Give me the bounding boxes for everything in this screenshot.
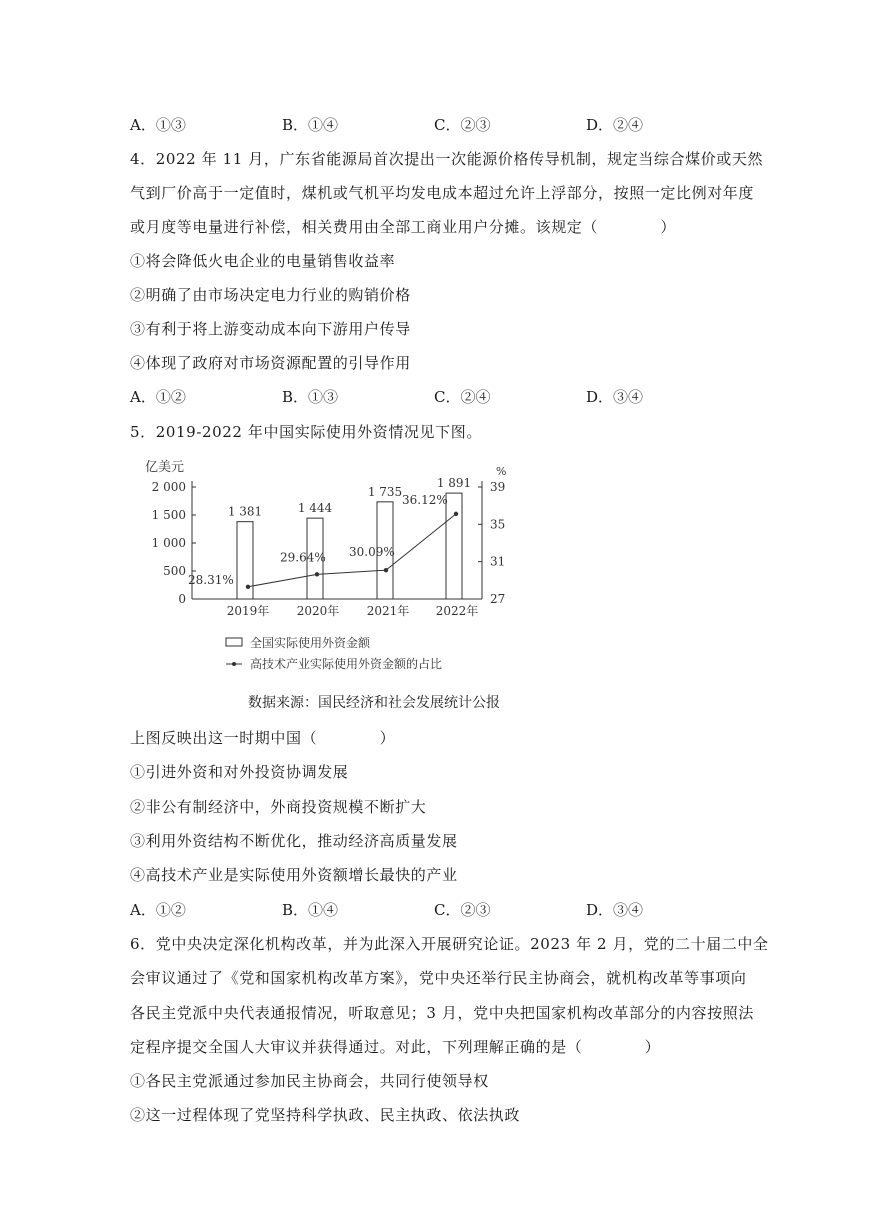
bar-value-label: 1 735 bbox=[367, 484, 403, 499]
q3-option-c: C．②③ bbox=[434, 116, 491, 134]
q4-option-b: B．①③ bbox=[282, 388, 339, 406]
bar-value-label: 1 381 bbox=[227, 504, 263, 519]
x-tick-label: 2020年 bbox=[296, 604, 340, 618]
bar bbox=[237, 522, 253, 599]
bar-value-label: 1 444 bbox=[297, 501, 333, 516]
q5-option-a: A．①② bbox=[130, 901, 186, 919]
q4-item-2: ②明确了由市场决定电力行业的购销价格 bbox=[130, 286, 411, 304]
y-left-tick-label: 0 bbox=[178, 592, 186, 606]
bar bbox=[446, 493, 462, 599]
q4-item-3: ③有利于将上游变动成本向下游用户传导 bbox=[130, 320, 411, 338]
line-point bbox=[246, 585, 250, 589]
y-left-tick-label: 2 000 bbox=[151, 480, 186, 494]
foreign-investment-chart bbox=[140, 455, 530, 685]
legend-line-marker bbox=[232, 662, 236, 666]
q4-options bbox=[130, 386, 750, 406]
y-left-tick-label: 1 000 bbox=[151, 536, 186, 550]
q6-item-2: ②这一过程体现了党坚持科学执政、民主执政、依法执政 bbox=[130, 1106, 521, 1124]
line-point bbox=[384, 568, 388, 572]
x-tick-label: 2021年 bbox=[366, 604, 410, 618]
q5-option-c: C．②③ bbox=[434, 901, 491, 919]
q5-stem: 5．2019-2022 年中国实际使用外资情况见下图。 bbox=[130, 423, 482, 441]
x-tick-label: 2022年 bbox=[435, 604, 479, 618]
y-right-tick-label: 39 bbox=[490, 480, 506, 494]
q5-item-4: ④高技术产业是实际使用外资额增长最快的产业 bbox=[130, 866, 458, 884]
q6-stem-line-2: 会审议通过了《党和国家机构改革方案》，党中央还举行民主协商会，就机构改革等事项向 bbox=[130, 969, 747, 987]
q5-item-3: ③利用外资结构不断优化，推动经济高质量发展 bbox=[130, 832, 458, 850]
line-value-label: 36.12% bbox=[402, 492, 448, 507]
q4-option-d: D．③④ bbox=[586, 388, 644, 406]
legend-bar-swatch bbox=[226, 638, 242, 646]
y-right-tick-label: 35 bbox=[490, 517, 506, 532]
y-left-axis-label: 亿美元 bbox=[145, 460, 185, 475]
q3-option-a: A．①③ bbox=[130, 116, 186, 134]
line-point bbox=[315, 572, 319, 576]
y-left-tick-label: 500 bbox=[163, 564, 186, 578]
line-value-label: 28.31% bbox=[188, 572, 234, 587]
y-right-tick-label: 27 bbox=[490, 592, 506, 606]
q5-item-2: ②非公有制经济中，外商投资规模不断扩大 bbox=[130, 798, 427, 816]
q5-option-d: D．③④ bbox=[586, 901, 644, 919]
x-tick-label: 2019年 bbox=[226, 604, 270, 618]
y-left-tick-label: 1 500 bbox=[151, 508, 186, 522]
line-value-label: 30.09% bbox=[349, 545, 395, 560]
q5-question: 上图反映出这一时期中国（ ） bbox=[130, 729, 396, 747]
q4-option-c: C．②④ bbox=[434, 388, 491, 406]
legend-bar-label: 全国实际使用外资金额 bbox=[250, 636, 371, 650]
q4-option-a: A．①② bbox=[130, 388, 186, 406]
q4-stem-line-3: 或月度等电量进行补偿，相关费用由全部工商业用户分摊。该规定（ ） bbox=[130, 218, 677, 236]
chart-source: 数据来源：国民经济和社会发展统计公报 bbox=[248, 695, 500, 711]
y-right-axis-label: % bbox=[496, 465, 507, 478]
line-value-label: 29.64% bbox=[280, 550, 326, 565]
legend-line-label: 高技术产业实际使用外资金额的占比 bbox=[250, 657, 443, 671]
q3-options bbox=[130, 114, 750, 134]
q3-option-b: B．①④ bbox=[282, 116, 339, 134]
q4-stem-line-1: 4．2022 年 11 月，广东省能源局首次提出一次能源价格传导机制，规定当综合煤价或天然 bbox=[130, 150, 764, 168]
q6-stem-line-3: 各民主党派中央代表通报情况，听取意见；3 月，党中央把国家机构改革部分的内容按照法 bbox=[130, 1004, 754, 1022]
q3-option-d: D．②④ bbox=[586, 116, 644, 134]
q6-stem-line-1: 6．党中央决定深化机构改革，并为此深入开展研究论证。2023 年 2 月，党的二十届二中全 bbox=[130, 935, 769, 953]
q5-options bbox=[130, 899, 750, 919]
line-point bbox=[454, 512, 458, 516]
q4-item-1: ①将会降低火电企业的电量销售收益率 bbox=[130, 252, 396, 270]
y-right-tick-label: 31 bbox=[490, 554, 506, 569]
q5-item-1: ①引进外资和对外投资协调发展 bbox=[130, 763, 349, 781]
q6-item-1: ①各民主党派通过参加民主协商会，共同行使领导权 bbox=[130, 1072, 489, 1090]
q6-stem-line-4: 定程序提交全国人大审议并获得通过。对此，下列理解正确的是（ ） bbox=[130, 1038, 661, 1056]
bar-value-label: 1 891 bbox=[436, 476, 472, 491]
q4-stem-line-2: 气到厂价高于一定值时，煤机或气机平均发电成本超过允许上浮部分，按照一定比例对年度 bbox=[130, 184, 755, 202]
q4-item-4: ④体现了政府对市场资源配置的引导作用 bbox=[130, 354, 411, 372]
q5-option-b: B．①④ bbox=[282, 901, 339, 919]
